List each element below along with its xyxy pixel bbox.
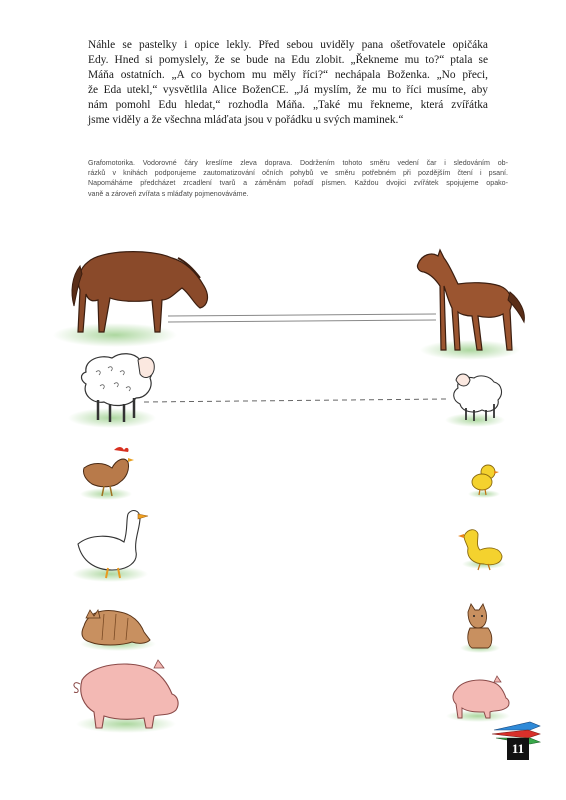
note-line: Grafomotorika. Vodorovné čáry kreslíme zleva doprava. Dodržením tohoto směru vedení čar i sledováním ob- [88, 159, 508, 167]
kitten-icon [460, 604, 500, 653]
pig-icon [74, 660, 178, 733]
trace-line-horse [168, 314, 436, 322]
chick-icon [468, 465, 500, 498]
note-line: vaně a zároveň zvířata s mláďaty pojmenováváme. [88, 189, 249, 198]
cat-icon [80, 610, 156, 651]
story-line: že Eda utekl,“ vysvětlila Alice BoženCE. „Já myslím, že mu to říci musíme, aby [88, 84, 488, 96]
story-line: nám pomohl Edu hledat,“ rozhodla Máňa. „Také mu řekneme, která zvířátka [88, 99, 488, 111]
piglet-icon [446, 676, 510, 722]
story-line: Máňa ostatních. „A co bychom mu měly říci?“ nechápala Boženka. „No přeci, [88, 69, 488, 81]
note-line: Napomáháme předcházet zrcadlení tvarů a záměnám pořadí písmen. Každou dvojici zvířátek spojujeme opako- [88, 179, 508, 188]
foal-icon [417, 250, 524, 360]
story-line: Edy. Hned si pomyslely, že se bude na Edu zlobit. „Řekneme mu to?“ ptala se [88, 54, 488, 66]
lamb-icon [445, 374, 505, 427]
trace-line-sheep [144, 399, 446, 402]
note-line: rázků v knihách podporujeme zautomatizování očních pohybů ve směru potřebném při pozdějším čtení i psaní. [88, 169, 508, 178]
story-line: Náhle se pastelky i opice lekly. Před sebou uviděly pana ošetřovatele opičáka [88, 39, 488, 51]
horse-icon [53, 252, 207, 347]
gosling-icon [458, 530, 506, 570]
page-number: 11 [507, 738, 529, 760]
goose-icon [72, 511, 148, 582]
story-line: jsme viděly a že všechna mláďata jsou v pořádku u svých maminek.“ [88, 114, 404, 126]
sheep-icon [68, 354, 156, 428]
hen-icon [80, 447, 134, 500]
